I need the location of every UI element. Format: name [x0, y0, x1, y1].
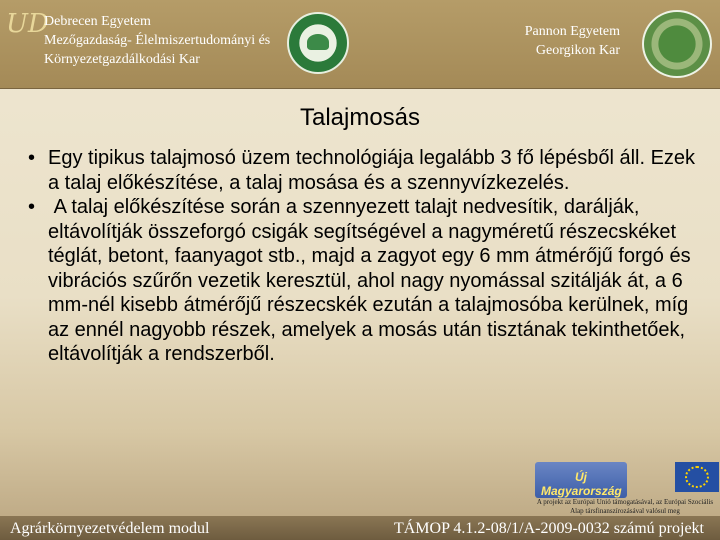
- eu-flag-icon: [675, 462, 719, 492]
- bullet-item: [22, 146, 702, 195]
- footer-project-id: TÁMOP 4.1.2-08/1/A-2009-0032 számú projekt: [393, 520, 704, 537]
- left-institution-name: [44, 12, 284, 69]
- ud-logo: UD: [6, 9, 49, 39]
- left-institution-line: Környezetgazdálkodási Kar: [44, 52, 200, 67]
- sponsor-logos: [535, 462, 715, 520]
- eu-funding-note: A projekt az Európai Unió támogatásával, az Európai Szociális Alap társfinanszírozásával valósul meg: [536, 498, 714, 515]
- footer-module-name: Agrárkörnyezetvédelem modul: [10, 520, 210, 537]
- slide-content: [22, 146, 702, 367]
- faculty-seal-logo: [287, 12, 349, 74]
- right-institution-line: Georgikon Kar: [535, 43, 620, 58]
- uj-magyarorszag-logo: [535, 462, 627, 498]
- slide-title: Talajmosás: [299, 104, 421, 131]
- right-institution-line: Pannon Egyetem: [524, 24, 620, 39]
- footer-bar: [0, 516, 720, 540]
- left-institution-line: Mezőgazdaság- Élelmiszertudományi és: [44, 33, 271, 48]
- bullet-item: [22, 195, 702, 367]
- left-institution-line: Debrecen Egyetem: [44, 14, 151, 29]
- header-bar: [0, 0, 720, 89]
- right-institution-name: [510, 22, 620, 60]
- bullet-icon: •: [28, 147, 36, 169]
- bullet-icon: •: [28, 196, 36, 218]
- georgikon-seal-logo: [642, 10, 712, 78]
- bullet-text: A talaj előkészítése során a szennyezett talajt nedvesítik, darálják, eltávolítják összeforgó csigák segítségével a nagyméretű részecskéket téglát, betont, faanyagot stb., majd a zagyot egy 6 mm átmérőjű forgó és vibrációs szűrőn vezetik keresztül, ahol nagy nyomással szitálják át, a 6 mm-nél kisebb átmérőjű részecskék ezután a talajmosóba kerülnek, míg az ennél nagyobb részek, amelyek a mosás után tisztának tekinthetőek, eltávolítják a rendszerből.: [48, 196, 697, 365]
- bullet-text: Egy tipikus talajmosó üzem technológiája legalább 3 fő lépésből áll. Ezek a talaj előkészítése, a talaj mosása és a szennyvízkezelés.: [48, 147, 696, 194]
- uj-magyarorszag-text: Új Magyarország: [541, 470, 622, 498]
